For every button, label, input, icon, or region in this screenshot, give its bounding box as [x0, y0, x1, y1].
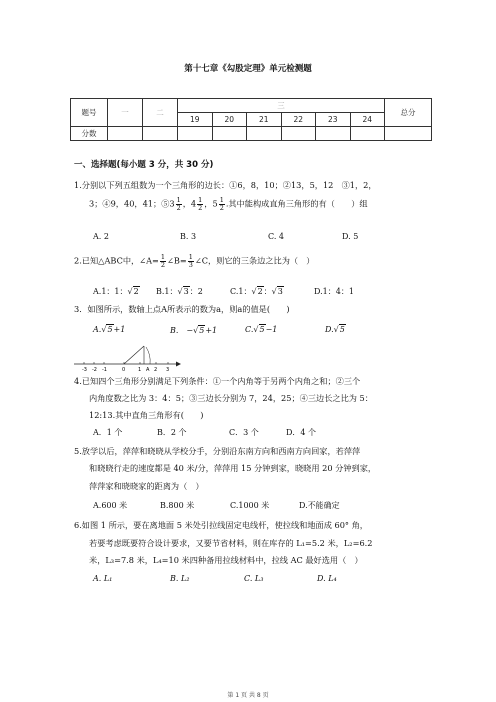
cell-part3: 三: [178, 99, 385, 113]
cell-tihao: 题号: [71, 99, 108, 127]
page-title: 第十七章《勾股定理》单元检测题: [184, 64, 312, 74]
number-line-figure: [72, 340, 182, 374]
number-line-tick-label: -2: [92, 367, 97, 373]
score-table: [70, 98, 432, 141]
q1-line2: 3；④9，40，41；⑤3 $\frac{1}{2}$ ，4 $\frac{1}{2}$ ，5 $\frac{1}{2}$ .其中能构成直角三角形的有（ ）组: [89, 196, 368, 212]
q3-option-a: A.√5+1: [93, 325, 126, 334]
q2-option-d: D.1：4：1: [314, 287, 354, 296]
section-heading: 一、选择题(每小题 3 分，共 30 分): [74, 160, 214, 170]
q4-option-d: D．4 个: [286, 428, 317, 437]
q4-option-c: C．3 个: [229, 428, 259, 437]
cell-part2: 二: [143, 99, 178, 127]
cell-fenshu: 分数: [71, 127, 108, 141]
q5-option-b: B.800 米: [160, 501, 195, 510]
number-line-tick-label: 0: [122, 367, 126, 373]
q3-option-d: D.√5: [325, 325, 345, 334]
q6-option-c: C. L₃: [244, 574, 264, 583]
q4-option-a: A．1 个: [93, 428, 123, 437]
q2-line1: 2.已知△ABC中，∠A= $\frac{1}{2}$ ∠B= $\frac{1}{3}$ ∠C，则它的三条边之比为（ ）: [74, 253, 315, 269]
q5-option-d: D.不能确定: [299, 501, 340, 510]
number-line-arrow: [176, 362, 181, 367]
q6-line2: 若要考虑既要符合设计要求，又要节省材料，则在库存的 L₁=5.2 米，L₂=6.2: [89, 538, 373, 548]
q1-line1: 1.分别以下列五组数为一个三角形的边长：①6，8，10；②13，5，12 ③1，2，: [74, 180, 377, 190]
q5-line1: 5.放学以后，萍萍和晓晓从学校分手，分别沿东南方向和西南方向回家，若萍萍: [74, 446, 361, 456]
cell-total: 总分: [385, 99, 432, 127]
q6-option-d: D. L₄: [317, 574, 337, 583]
number-line-tick-label: -3: [82, 367, 87, 373]
q1-option-d: D. 5: [342, 232, 359, 241]
cell-part1: 一: [108, 99, 143, 127]
q5-option-c: C.1000 米: [230, 501, 270, 510]
q4-line3: 12:13.其中直角三角形有( ): [89, 410, 204, 420]
q5-line2: 和晓晓行走的速度都是 40 米/分，萍萍用 15 分钟到家，晓晓用 20 分钟到家，: [89, 463, 377, 473]
number-line-tick-label: 2: [154, 367, 158, 373]
q6-option-b: B. L₂: [170, 574, 190, 583]
q4-option-b: B．2 个: [157, 428, 187, 437]
q1-option-a: A. 2: [93, 232, 109, 241]
cell-num: 21: [247, 113, 282, 127]
number-line-tick-label: A: [146, 367, 150, 373]
cell-num: 24: [350, 113, 385, 127]
q1-option-c: C. 4: [268, 232, 285, 241]
q4-line1: 4.已知四个三角形分别满足下列条件：①一个内角等于另两个内角之和；②三个: [74, 376, 361, 386]
q3-option-b: B. −√5+1: [170, 326, 218, 335]
q6-line1: 6.如图 1 所示，要在离地面 5 米处引拉线固定电线杆，使拉线和地面成 60° 角，: [74, 520, 368, 530]
q6-option-a: A. L₁: [93, 574, 113, 583]
q2-option-c: C.1：√2：√3: [230, 287, 283, 296]
q5-line3: 萍萍家和晓晓家的距离为（ ）: [89, 481, 204, 491]
q3-line1: 3．如图所示，数轴上点A所表示的数为a，则a的值是( ): [74, 304, 290, 314]
page-footer: 第 1 页 共 8 页: [227, 692, 269, 699]
triangle-hypotenuse: [124, 346, 144, 364]
q2-option-b: B.1：√3：2: [156, 287, 203, 296]
q2-option-a: A.1：1：√2: [93, 287, 139, 296]
cell-num: 19: [178, 113, 213, 127]
q5-option-a: A.600 米: [93, 501, 128, 510]
cell-num: 23: [316, 113, 351, 127]
q1-option-b: B. 3: [180, 232, 197, 241]
compass-arc: [146, 347, 150, 364]
number-line-tick-label: -1: [102, 367, 107, 373]
q3-option-c: C.√5−1: [245, 325, 278, 334]
number-line-tick-label: 1: [138, 367, 142, 373]
number-line-tick-label: 3: [166, 367, 170, 373]
cell-num: 20: [212, 113, 247, 127]
q4-line2: 内角度数之比为 3：4：5；③三边长分别为 7，24，25；④三边长之比为 5：: [89, 393, 373, 403]
q6-line3: 米，L₃=7.8 米，L₄=10 米四种备用拉线材料中，拉线 AC 最好选用（ ）: [89, 555, 363, 565]
cell-num: 22: [281, 113, 316, 127]
